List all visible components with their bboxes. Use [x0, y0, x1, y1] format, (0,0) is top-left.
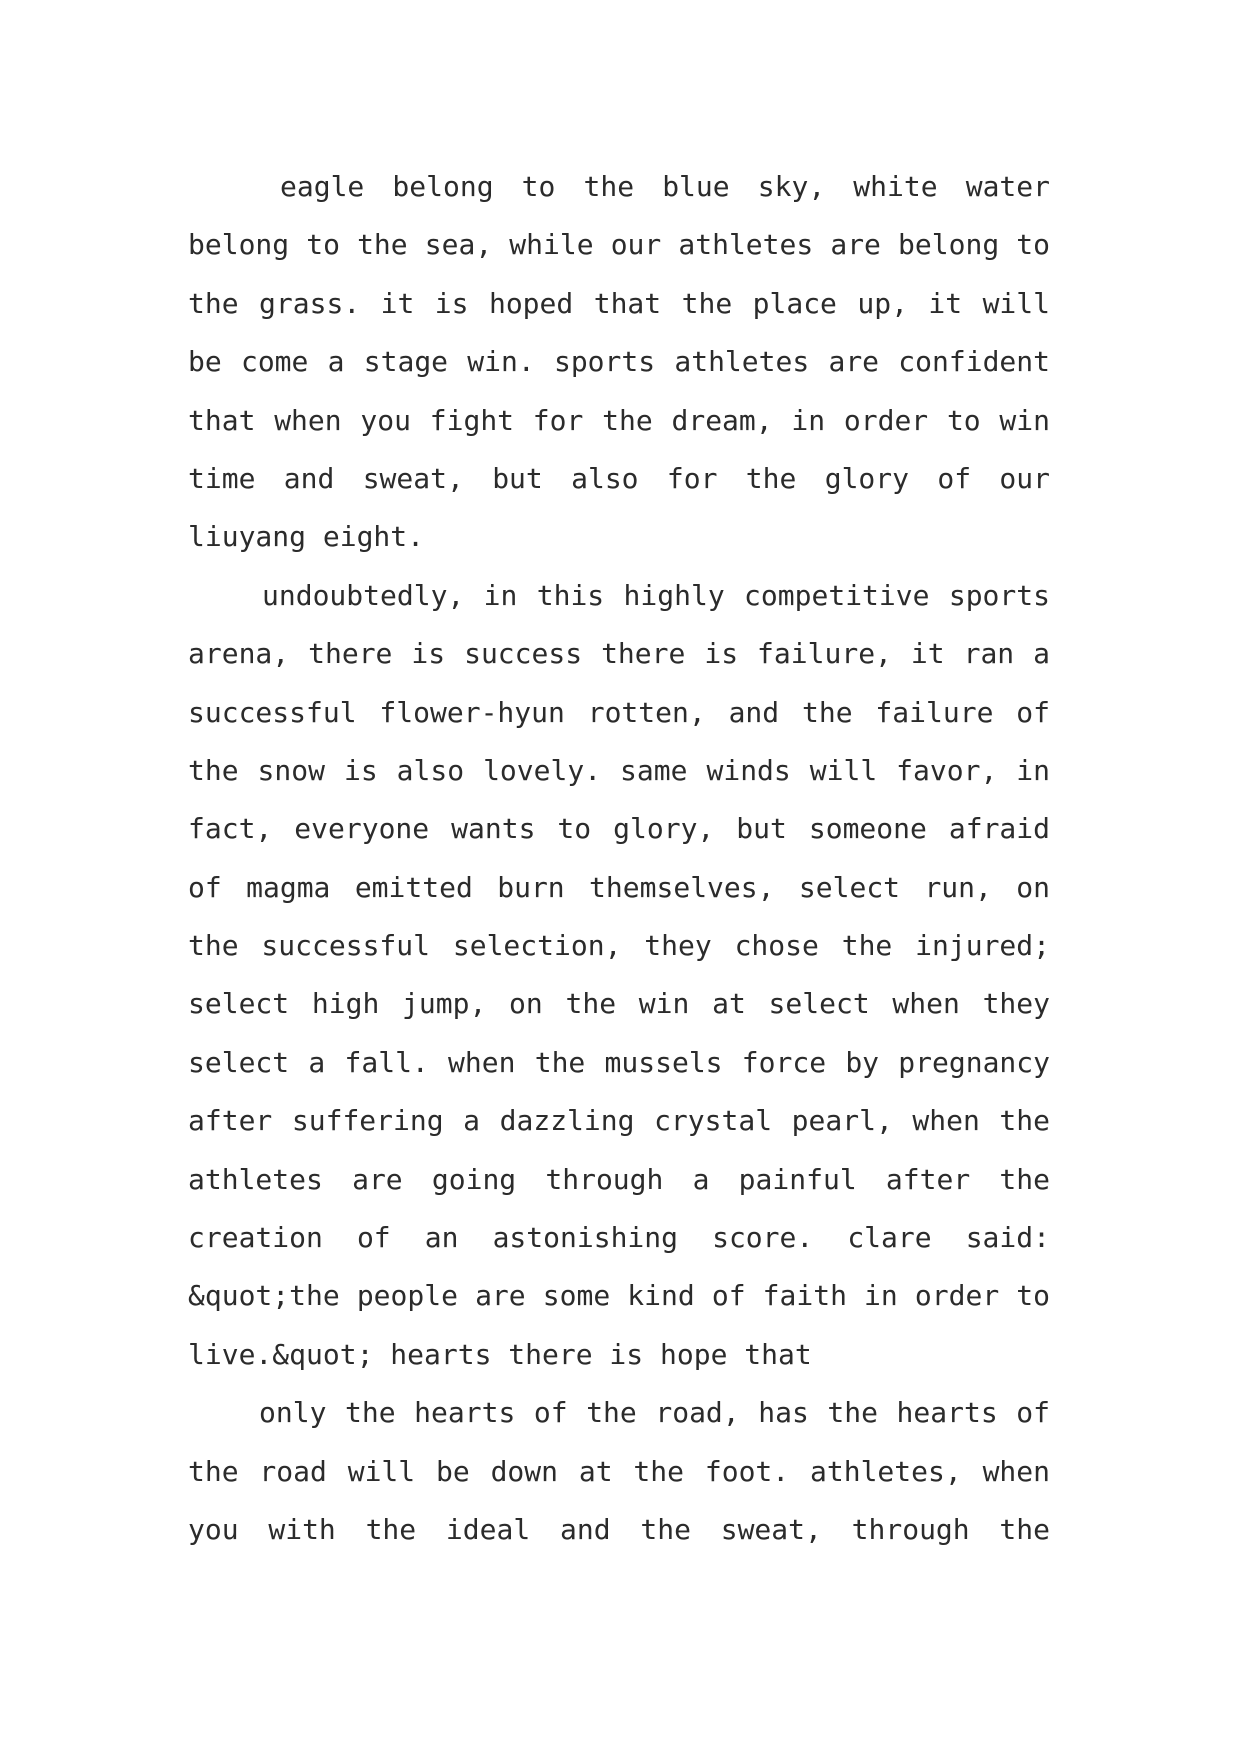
text-line: the road will be down at the foot. athletes, when: [188, 1454, 1050, 1488]
text-line: arena, there is success there is failure, it ran a: [188, 637, 1050, 671]
text-line: undoubtedly, in this highly competitive sports: [262, 578, 1050, 612]
text-line: athletes are going through a painful after the: [188, 1162, 1050, 1196]
text-line: the snow is also lovely. same winds will favor, in: [188, 753, 1050, 787]
text-line: after suffering a dazzling crystal pearl, when the: [188, 1104, 1050, 1138]
text-line: be come a stage win. sports athletes are confident: [188, 345, 1050, 379]
paragraph-2: [188, 567, 1050, 1384]
paragraph-3: [188, 1384, 1050, 1559]
text-line: belong to the sea, while our athletes are belong to: [188, 228, 1050, 262]
text-line: only the hearts of the road, has the hearts of: [259, 1396, 1050, 1430]
text-line: fact, everyone wants to glory, but someone afraid: [188, 812, 1050, 846]
paragraph-1: [188, 158, 1050, 567]
text-line: the grass. it is hoped that the place up, it will: [188, 286, 1050, 320]
text-line: successful flower-hyun rotten, and the failure of: [188, 695, 1050, 729]
text-line: liuyang eight.: [188, 520, 425, 554]
text-line: time and sweat, but also for the glory of our: [188, 461, 1050, 495]
text-line: select high jump, on the win at select when they: [188, 987, 1050, 1021]
text-line: select a fall. when the mussels force by pregnancy: [188, 1045, 1050, 1079]
text-line: &quot;the people are some kind of faith in order to: [188, 1279, 1050, 1313]
text-line: the successful selection, they chose the injured;: [188, 929, 1050, 963]
text-line: creation of an astonishing score. clare said:: [188, 1221, 1050, 1255]
text-line: of magma emitted burn themselves, select run, on: [188, 870, 1050, 904]
text-line: eagle belong to the blue sky, white water: [280, 170, 1050, 203]
text-line: live.&quot; hearts there is hope that: [188, 1337, 812, 1371]
text-line: you with the ideal and the sweat, through the: [188, 1512, 1050, 1546]
body-text: [188, 158, 1050, 1559]
text-line: that when you fight for the dream, in order to win: [188, 403, 1050, 437]
